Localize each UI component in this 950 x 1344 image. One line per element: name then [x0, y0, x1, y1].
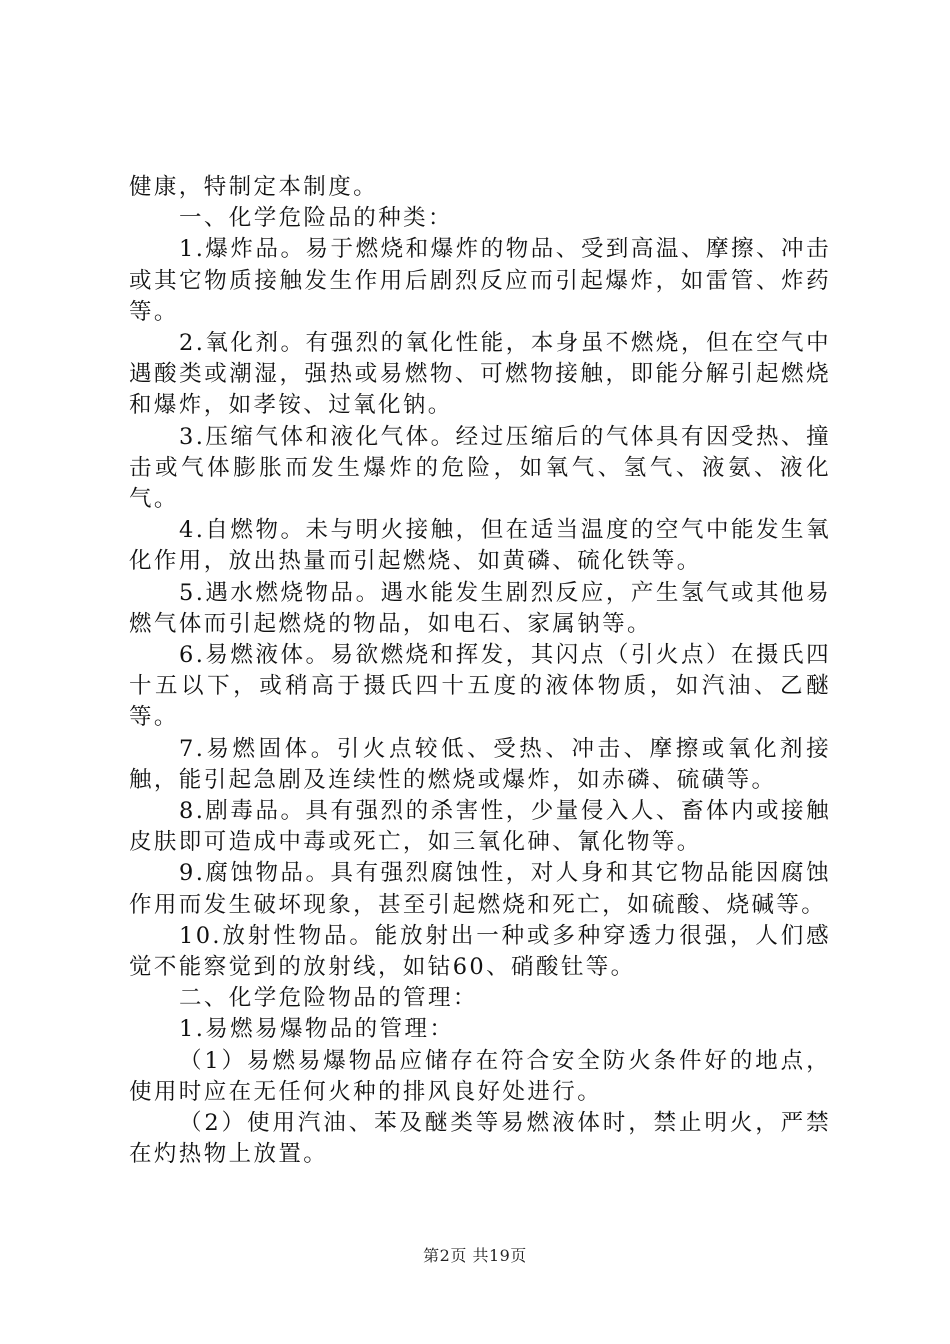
paragraph-radioactive: 10.放射性物品。能放射出一种或多种穿透力很强，人们感觉不能察觉到的放射线，如钴60、硝酸钍等。 — [129, 922, 831, 981]
paragraph-corrosives: 9.腐蚀物品。具有强烈腐蚀性，对人身和其它物品能因腐蚀作用而发生破坏现象，甚至引起燃烧和死亡，如硫酸、烧碱等。 — [129, 860, 831, 918]
paragraph-flammable-liquids: 6.易燃液体。易欲燃烧和挥发，其闪点（引火点）在摄氏四十五以下，或稍高于摄氏四十五度的液体物质，如汽油、乙醚等。 — [129, 642, 831, 731]
heading-hazard-types: 一、化学危险品的种类： — [179, 205, 453, 232]
paragraph-water-reactive: 5.遇水燃烧物品。遇水能发生剧烈反应，产生氢气或其他易燃气体而引起燃烧的物品，如电石、家属钠等。 — [129, 579, 831, 637]
paragraph-toxic-substances: 8.剧毒品。具有强烈的杀害性，少量侵入人、畜体内或接触皮肤即可造成中毒或死亡，如三氧化砷、氰化物等。 — [129, 798, 831, 856]
document-body — [129, 172, 831, 1171]
heading-hazard-management: 二、化学危险物品的管理： — [179, 985, 478, 1012]
paragraph-intro-end: 健康，特制定本制度。 — [129, 174, 379, 200]
page-number-footer: 第2页 共19页 — [423, 1246, 527, 1265]
paragraph-spontaneous-combustibles: 4.自燃物。未与明火接触，但在适当温度的空气中能发生氧化作用，放出热量而引起燃烧、如黄磷、硫化铁等。 — [129, 517, 831, 575]
paragraph-usage-rule: （2）使用汽油、苯及醚类等易燃液体时，禁止明火，严禁在灼热物上放置。 — [129, 1110, 831, 1168]
paragraph-oxidizers: 2.氧化剂。有强烈的氧化性能，本身虽不燃烧，但在空气中遇酸类或潮湿，强热或易燃物、可燃物接触，即能分解引起燃烧和爆炸，如孝铵、过氧化钠。 — [129, 330, 831, 419]
paragraph-compressed-gases: 3.压缩气体和液化气体。经过压缩后的气体具有因受热、撞击或气体膨胀而发生爆炸的危险，如氧气、氢气、液氨、液化气。 — [129, 423, 831, 513]
paragraph-flammable-solids: 7.易燃固体。引火点较低、受热、冲击、摩擦或氧化剂接触，能引起急剧及连续性的燃烧或爆炸，如赤磷、硫磺等。 — [129, 735, 831, 793]
paragraph-explosives: 1.爆炸品。易于燃烧和爆炸的物品、受到高温、摩擦、冲击或其它物质接触发生作用后剧烈反应而引起爆炸，如雷管、炸药等。 — [129, 236, 831, 325]
subheading-flammable-management: 1.易燃易爆物品的管理： — [179, 1016, 455, 1043]
paragraph-storage-rule: （1）易燃易爆物品应储存在符合安全防火条件好的地点，使用时应在无任何火种的排风良好处进行。 — [129, 1047, 831, 1105]
